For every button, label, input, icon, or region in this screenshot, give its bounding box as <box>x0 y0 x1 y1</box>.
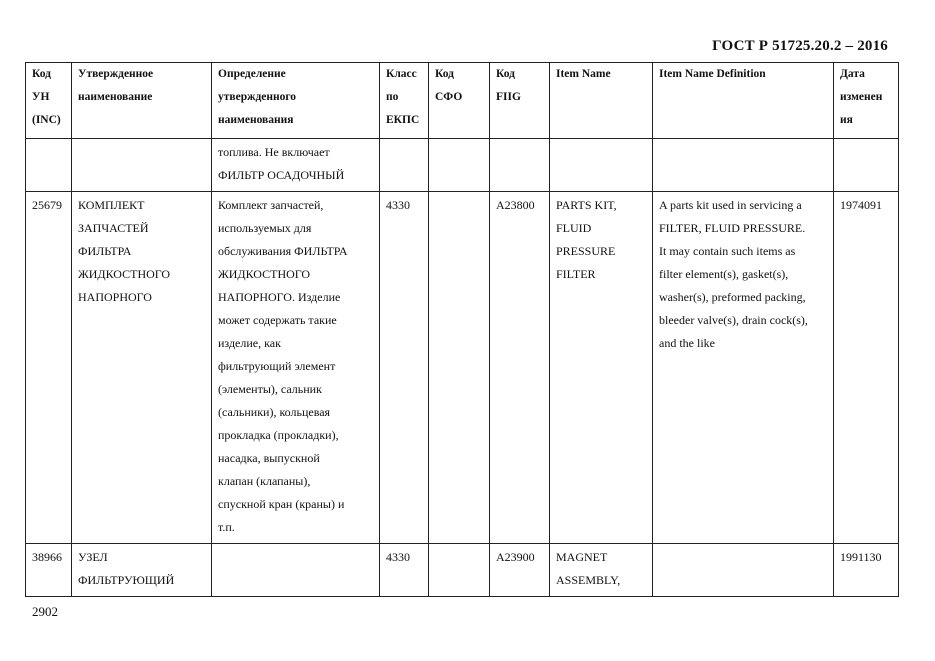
cell-inc-code <box>26 139 72 192</box>
col-header-inc-code: Код УН (INC) <box>26 63 72 139</box>
col-header-name-definition: Определение утвержденного наименования <box>212 63 380 139</box>
cell-name-definition: Комплект запчастей, используемых для обслуживания ФИЛЬТРА ЖИДКОСТНОГО НАПОРНОГО. Изделие может содержать такие изделие, как фильтрующий элемент (элементы), сальник (сальники), кольцевая прокладка (прокладки), насадка, выпускной клапан (клапаны), спускной кран (краны) и т.п. <box>212 192 380 544</box>
cell-approved-name <box>72 139 212 192</box>
cell-sfo-code <box>429 544 490 597</box>
cell-item-name-definition <box>653 139 834 192</box>
table-row <box>26 192 899 544</box>
cell-item-name <box>550 139 653 192</box>
cell-approved-name: КОМПЛЕКТ ЗАПЧАСТЕЙ ФИЛЬТРА ЖИДКОСТНОГО НАПОРНОГО <box>72 192 212 544</box>
cell-inc-code: 25679 <box>26 192 72 544</box>
cell-name-definition: топлива. Не включает ФИЛЬТР ОСАДОЧНЫЙ <box>212 139 380 192</box>
cell-ekps-class: 4330 <box>380 192 429 544</box>
col-header-item-name-definition: Item Name Definition <box>653 63 834 139</box>
cell-item-name: MAGNET ASSEMBLY, <box>550 544 653 597</box>
col-header-fiig-code: Код FIIG <box>490 63 550 139</box>
cell-change-date: 1991130 <box>834 544 899 597</box>
cell-approved-name: УЗЕЛ ФИЛЬТРУЮЩИЙ <box>72 544 212 597</box>
cell-inc-code: 38966 <box>26 544 72 597</box>
cell-item-name-definition: A parts kit used in servicing a FILTER, FLUID PRESSURE. It may contain such items as filter element(s), gasket(s), washer(s), preformed packing, bleeder valve(s), drain cock(s), and the like <box>653 192 834 544</box>
col-header-approved-name: Утвержденное наименование <box>72 63 212 139</box>
cell-sfo-code <box>429 192 490 544</box>
page-number: 2902 <box>32 604 58 619</box>
table-row <box>26 139 899 192</box>
cell-sfo-code <box>429 139 490 192</box>
cell-fiig-code: A23800 <box>490 192 550 544</box>
table-header-row <box>26 63 899 139</box>
col-header-ekps-class: Класс по ЕКПС <box>380 63 429 139</box>
cell-item-name-definition <box>653 544 834 597</box>
document-number: ГОСТ Р 51725.20.2 – 2016 <box>712 38 888 54</box>
col-header-change-date: Дата изменен ия <box>834 63 899 139</box>
cell-fiig-code: A23900 <box>490 544 550 597</box>
cell-ekps-class <box>380 139 429 192</box>
cell-item-name: PARTS KIT, FLUID PRESSURE FILTER <box>550 192 653 544</box>
col-header-item-name: Item Name <box>550 63 653 139</box>
cell-change-date <box>834 139 899 192</box>
table-row <box>26 544 899 597</box>
col-header-sfo-code: Код СФО <box>429 63 490 139</box>
cell-fiig-code <box>490 139 550 192</box>
cell-ekps-class: 4330 <box>380 544 429 597</box>
cell-name-definition <box>212 544 380 597</box>
cell-change-date: 1974091 <box>834 192 899 544</box>
item-names-table <box>25 62 899 597</box>
